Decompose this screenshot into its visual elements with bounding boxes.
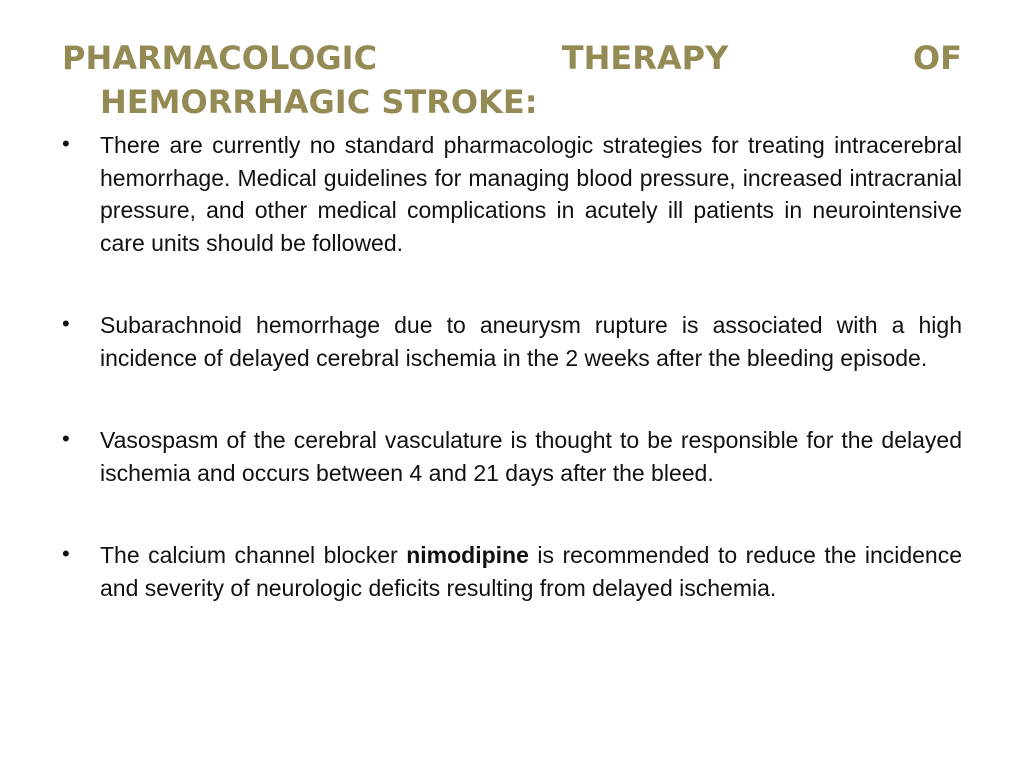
bullet-text: Vasospasm of the cerebral vasculature is thought to be responsible for the delayed ischemia and occurs between 4 and 21 days after the bleed. [100, 427, 962, 486]
slide-title-line-1 [62, 36, 962, 80]
bullet-text-after: is recommended to reduce the incidence and severity of neurologic deficits resulting from delayed ischemia. [100, 542, 963, 601]
bullet-item [62, 129, 962, 259]
slide-title [62, 36, 962, 124]
bullet-dot-icon: • [62, 426, 70, 451]
bullet-list [62, 129, 962, 604]
bullet-text: There are currently no standard pharmacologic strategies for treating intracerebral hemorrhage. Medical guidelines for managing blood pressure, increased intracranial pressure, and other medical complications in acutely ill patients in neurointensive care units should be followed. [100, 132, 962, 256]
title-word: OF [912, 39, 962, 77]
bullet-dot-icon: • [62, 131, 70, 156]
slide-title-line-2: HEMORRHAGIC STROKE: [100, 83, 538, 121]
title-word: THERAPY [561, 39, 729, 77]
bullet-item [62, 539, 962, 604]
bullet-item [62, 309, 962, 374]
bullet-text-before: The calcium channel blocker [100, 542, 398, 568]
bullet-item [62, 424, 962, 489]
bullet-text: Subarachnoid hemorrhage due to aneurysm rupture is associated with a high incidence of delayed cerebral ischemia in the 2 weeks after the bleeding episode. [100, 312, 962, 371]
title-word: PHARMACOLOGIC [62, 39, 378, 77]
bullet-dot-icon: • [62, 311, 70, 336]
bullet-dot-icon: • [62, 541, 70, 566]
drug-name-emphasis: nimodipine [406, 542, 529, 568]
